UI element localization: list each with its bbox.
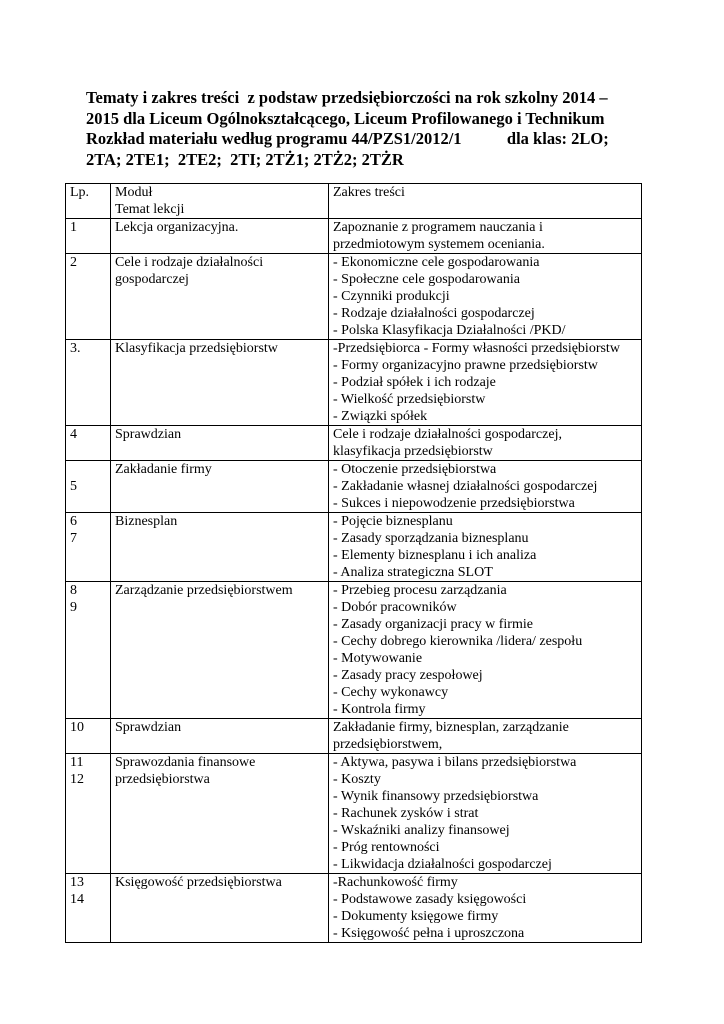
topic-text: Księgowość przedsiębiorstwa [115, 875, 282, 890]
header-module [111, 184, 329, 219]
scope-item: - Rodzaje działalności gospodarczej [333, 306, 535, 321]
table-row [66, 461, 642, 513]
lp-cell [66, 254, 111, 340]
table-row [66, 254, 642, 340]
topic-text: Zarządzanie przedsiębiorstwem [115, 583, 293, 598]
scope-item: - Związki spółek [333, 409, 428, 424]
scope-item: - Zasady pracy zespołowej [333, 668, 483, 683]
scope-cell [329, 582, 642, 719]
lp-cell [66, 426, 111, 461]
scope-item: - Otoczenie przedsiębiorstwa [333, 462, 497, 477]
lp-number: 3. [70, 341, 81, 356]
lp-number: 5 [70, 479, 77, 494]
lp-cell [66, 754, 111, 874]
scope-cell [329, 754, 642, 874]
title-line: 2015 dla Liceum Ogólnokształcącego, Liceum Profilowanego i Technikum [86, 108, 605, 128]
topic-cell [111, 754, 329, 874]
topic-text: Sprawdzian [115, 427, 182, 442]
lp-cell [66, 719, 111, 754]
topic-text: Zakładanie firmy [115, 462, 212, 477]
scope-item: - Motywowanie [333, 651, 423, 666]
topic-cell [111, 719, 329, 754]
topic-text: Biznesplan [115, 514, 178, 529]
scope-item: - Ekonomiczne cele gospodarowania [333, 255, 540, 270]
scope-cell [329, 719, 642, 754]
topic-text: Lekcja organizacyjna. [115, 220, 239, 235]
topic-text: Sprawdzian [115, 720, 182, 735]
lp-cell [66, 513, 111, 582]
table-row [66, 340, 642, 426]
topic-cell [111, 426, 329, 461]
scope-item: - Dokumenty księgowe firmy [333, 909, 499, 924]
lp-number: 2 [70, 255, 77, 270]
lp-number: 6 [70, 514, 77, 529]
scope-item: - Księgowość pełna i uproszczona [333, 926, 525, 941]
scope-cell [329, 426, 642, 461]
scope-cell [329, 461, 642, 513]
lp-number: 12 [70, 772, 84, 787]
table-header-row [66, 184, 642, 219]
scope-item: przedsiębiorstwem, [333, 737, 443, 752]
scope-item: - Przebieg procesu zarządzania [333, 583, 507, 598]
lp-cell [66, 874, 111, 943]
lp-number: 7 [70, 531, 77, 546]
table-row [66, 513, 642, 582]
scope-cell [329, 874, 642, 943]
header-lp-label: Lp. [70, 185, 90, 200]
topic-text: gospodarczej [115, 272, 189, 287]
scope-item: - Kontrola firmy [333, 702, 426, 717]
scope-item: - Rachunek zysków i strat [333, 806, 479, 821]
lp-number: 11 [70, 755, 84, 770]
lp-number: 4 [70, 427, 77, 442]
scope-item: - Zasady organizacji pracy w firmie [333, 617, 533, 632]
scope-item: - Zasady sporządzania biznesplanu [333, 531, 529, 546]
scope-item: - Zakładanie własnej działalności gospodarczej [333, 479, 598, 494]
lp-cell [66, 340, 111, 426]
scope-item: - Społeczne cele gospodarowania [333, 272, 520, 287]
scope-item: przedmiotowym systemem oceniania. [333, 237, 545, 252]
scope-cell [329, 513, 642, 582]
header-scope [329, 184, 642, 219]
scope-item: - Polska Klasyfikacja Działalności /PKD/ [333, 323, 566, 338]
topic-cell [111, 254, 329, 340]
scope-item: - Analiza strategiczna SLOT [333, 565, 493, 580]
scope-item: - Próg rentowności [333, 840, 440, 855]
topic-cell [111, 582, 329, 719]
title-line: Tematy i zakres treści z podstaw przedsiębiorczości na rok szkolny 2014 – [86, 88, 608, 107]
lp-number: 10 [70, 720, 84, 735]
table-row [66, 754, 642, 874]
scope-item: - Podział spółek i ich rodzaje [333, 375, 496, 390]
scope-item: - Cechy dobrego kierownika /lidera/ zespołu [333, 634, 583, 649]
topic-text: Sprawozdania finansowe [115, 755, 256, 770]
scope-item: - Sukces i niepowodzenie przedsiębiorstwa [333, 496, 575, 511]
scope-item: - Pojęcie biznesplanu [333, 514, 453, 529]
scope-item: - Czynniki produkcji [333, 289, 450, 304]
topic-text: Klasyfikacja przedsiębiorstw [115, 341, 278, 356]
lp-number [70, 461, 107, 478]
header-scope-label: Zakres treści [333, 185, 405, 200]
table-row [66, 874, 642, 943]
table-row [66, 582, 642, 719]
scope-cell [329, 219, 642, 254]
topic-text: Cele i rodzaje działalności [115, 255, 264, 270]
topic-cell [111, 874, 329, 943]
scope-item: - Cechy wykonawcy [333, 685, 449, 700]
lp-number: 8 [70, 583, 77, 598]
scope-item: -Rachunkowość firmy [333, 875, 458, 890]
scope-item: Cele i rodzaje działalności gospodarczej, [333, 427, 562, 442]
table-row [66, 219, 642, 254]
scope-cell [329, 254, 642, 340]
scope-cell [329, 340, 642, 426]
scope-item: - Dobór pracowników [333, 600, 457, 615]
scope-item: klasyfikacja przedsiębiorstw [333, 444, 493, 459]
topic-cell [111, 219, 329, 254]
curriculum-table [65, 183, 642, 943]
header-lp [66, 184, 111, 219]
scope-item: - Wskaźniki analizy finansowej [333, 823, 510, 838]
scope-item: - Wielkość przedsiębiorstw [333, 392, 486, 407]
scope-item: - Aktywa, pasywa i bilans przedsiębiorstwa [333, 755, 577, 770]
topic-cell [111, 513, 329, 582]
scope-item: Zakładanie firmy, biznesplan, zarządzanie [333, 720, 569, 735]
topic-text: przedsiębiorstwa [115, 772, 210, 787]
document-title [86, 88, 646, 170]
table-row [66, 426, 642, 461]
lp-cell [66, 461, 111, 513]
scope-item: Zapoznanie z programem nauczania i [333, 220, 543, 235]
scope-item: -Przedsiębiorca - Formy własności przedsiębiorstw [333, 341, 620, 356]
scope-item: - Elementy biznesplanu i ich analiza [333, 548, 537, 563]
lp-number: 14 [70, 892, 84, 907]
lp-cell [66, 582, 111, 719]
lp-cell [66, 219, 111, 254]
table-body [66, 184, 642, 943]
lp-number: 13 [70, 875, 84, 890]
scope-item: - Wynik finansowy przedsiębiorstwa [333, 789, 539, 804]
scope-item: - Koszty [333, 772, 381, 787]
scope-item: - Podstawowe zasady księgowości [333, 892, 527, 907]
scope-item: - Likwidacja działalności gospodarczej [333, 857, 552, 872]
lp-number: 9 [70, 600, 77, 615]
title-line: Rozkład materiału według programu 44/PZS1/2012/1 dla klas: 2LO; [86, 129, 609, 148]
header-topic-label: Temat lekcji [115, 202, 185, 217]
lp-number: 1 [70, 220, 77, 235]
header-module-label: Moduł [115, 185, 153, 200]
table-row [66, 719, 642, 754]
scope-item: - Formy organizacyjno prawne przedsiębiorstw [333, 358, 598, 373]
topic-cell [111, 340, 329, 426]
topic-cell [111, 461, 329, 513]
title-line: 2TA; 2TE1; 2TE2; 2TI; 2TŻ1; 2TŻ2; 2TŻR [86, 149, 404, 169]
